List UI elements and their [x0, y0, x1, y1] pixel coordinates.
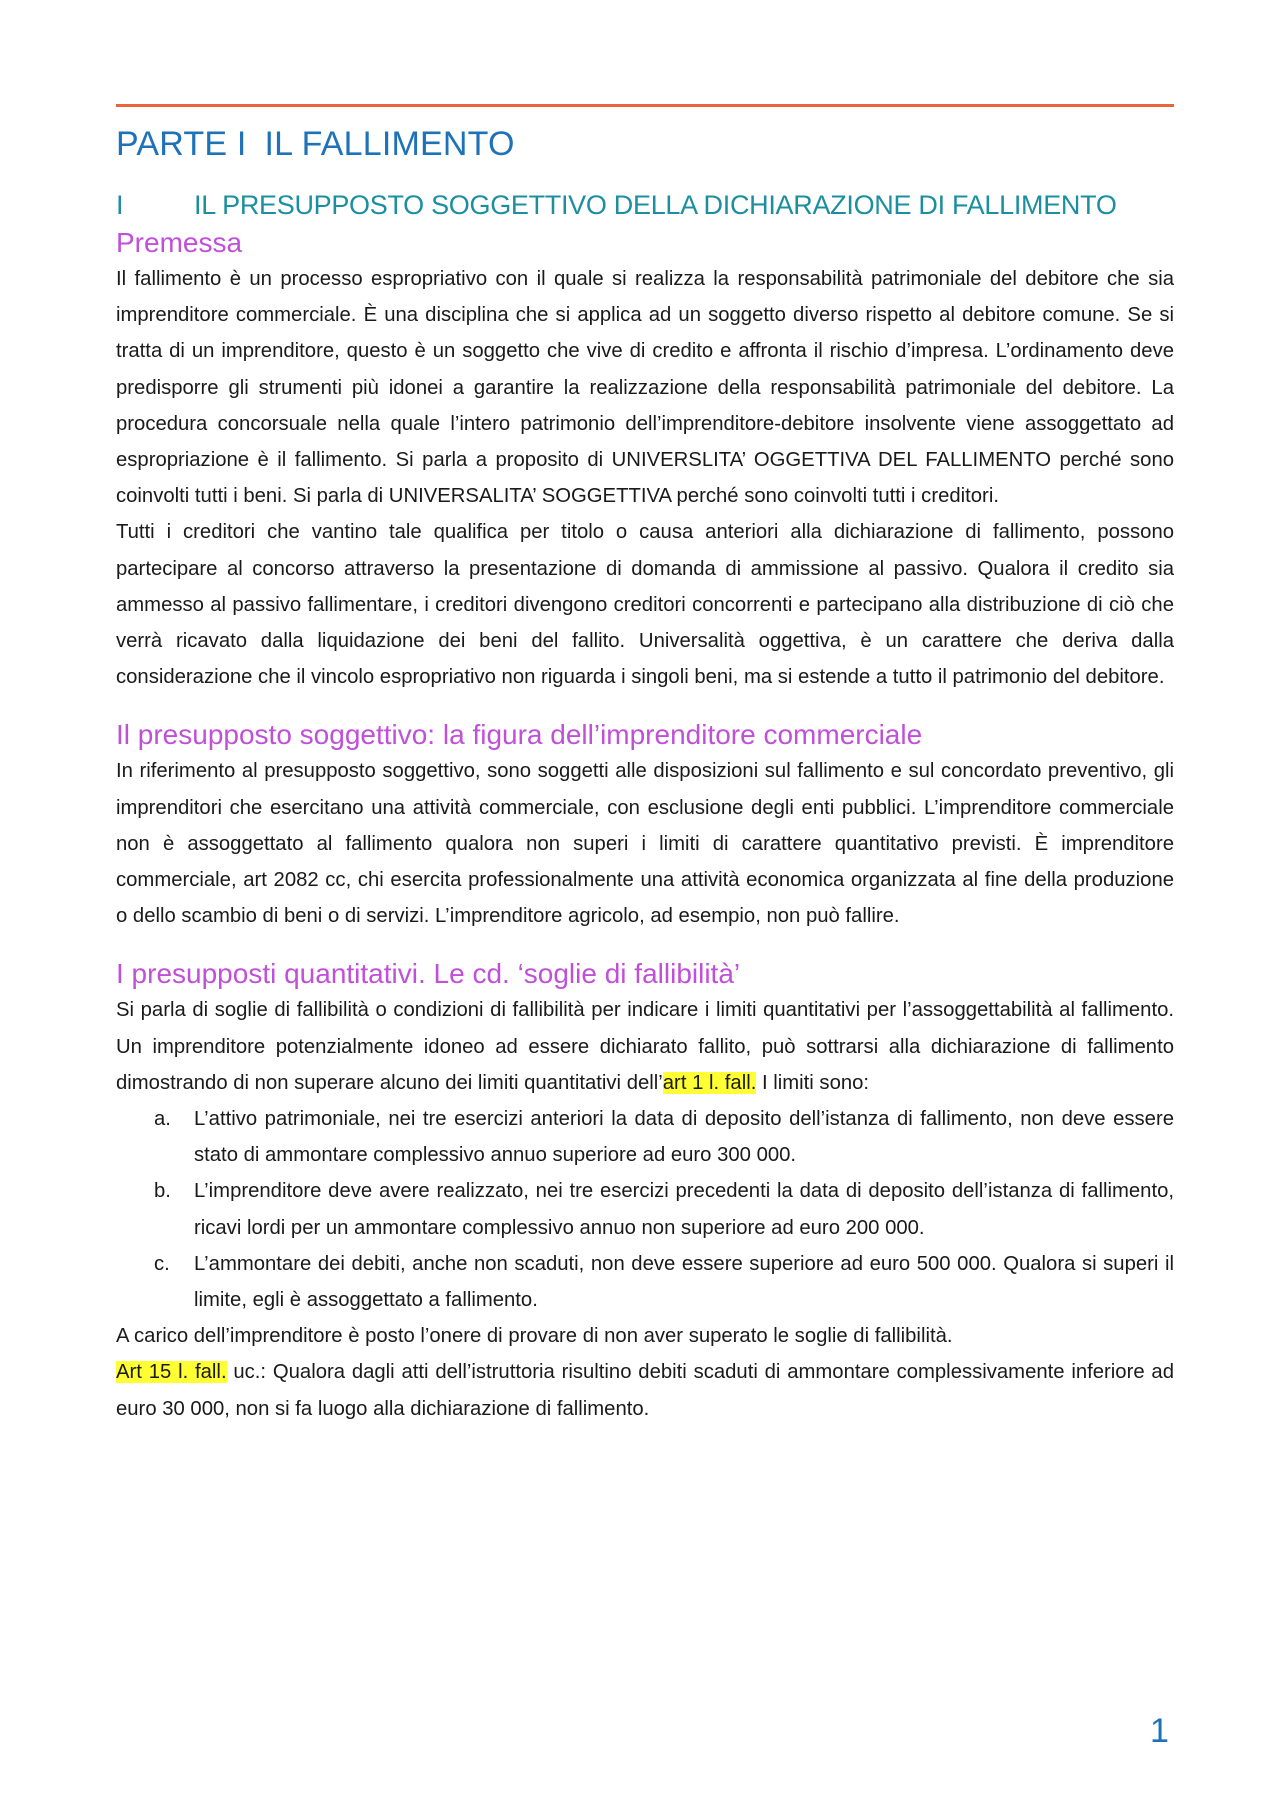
art-15-text: uc.: Qualora dagli atti dell’istruttoria risultino debiti scaduti di ammontare complessivamente inferiore ad euro 30 000, non si fa luogo alla dichiarazione di fallimento. [116, 1361, 1174, 1420]
paragraph-art-15 [116, 1354, 1174, 1426]
intro-tail: I limiti sono: [756, 1071, 870, 1094]
limits-list [116, 1101, 1174, 1318]
chapter-number: I [116, 190, 124, 220]
part-title [116, 125, 1174, 164]
list-marker: a. [154, 1108, 171, 1131]
part-name: IL FALLIMENTO [264, 125, 515, 163]
part-label: PARTE I [116, 125, 247, 163]
paragraph-closing: A carico dell’imprenditore è posto l’onere di provare di non aver superato le soglie di fallibilità. [116, 1325, 953, 1348]
paragraph: Tutti i creditori che vantino tale qualifica per titolo o causa anteriori alla dichiarazione di fallimento, possono partecipare al concorso attraverso la presentazione di domanda di ammissione al passivo. Qualora il credito sia ammesso al passivo fallimentare, i creditori divengono creditori concorrenti e partecipano alla distribuzione di ciò che verrà ricavato dalla liquidazione dei beni del fallito. Universalità oggettiva, è un carattere che deriva dalla considerazione che il vincolo espropriativo non riguarda i singoli beni, ma si estende a tutto il patrimonio del debitore. [116, 521, 1174, 689]
intro-text: Si parla di soglie di fallibilità o condizioni di fallibilità per indicare i limiti quantitativi per l’assoggettabilità al fallimento. Un imprenditore potenzialmente idoneo ad essere dichiarato fallito, può sottrarsi alla dichiarazione di fallimento dimostrando di non superare alcuno dei limiti quantitativi dell’ [116, 999, 1174, 1094]
paragraph: Il fallimento è un processo espropriativo con il quale si realizza la responsabilità patrimoniale del debitore che sia imprenditore commerciale. È una disciplina che si applica ad un soggetto diverso rispetto al debitore comune. Se si tratta di un imprenditore, questo è un soggetto che vive di credito e affronta il rischio d’impresa. L’ordinamento deve predisporre gli strumenti più idonei a garantire la realizzazione della responsabilità patrimoniale del debitore. La procedura concorsuale nella quale l’intero patrimonio dell’imprenditore-debitore insolvente viene assoggettato ad espropriazione è il fallimento. Si parla a proposito di UNIVERSLITA’ OGGETTIVA DEL FALLIMENTO perché sono coinvolti tutti i beni. Si parla di UNIVERSALITA’ SOGGETTIVA perché sono coinvolti tutti i creditori. [116, 268, 1174, 508]
list-item [116, 1173, 1174, 1245]
chapter-name: IL PRESUPPOSTO SOGGETTIVO DELLA DICHIARAZIONE DI FALLIMENTO [194, 190, 1117, 220]
paragraph-intro [116, 992, 1174, 1101]
paragraph: In riferimento al presupposto soggettivo, sono soggetti alle disposizioni sul fallimento e sul concordato preventivo, gli imprenditori che esercitano una attività commerciale, con esclusione degli enti pubblici. L’imprenditore commerciale non è assoggettato al fallimento qualora non superi i limiti di carattere quantitativo previsti. È imprenditore commerciale, art 2082 cc, chi esercita professionalmente una attività economica organizzata al fine della produzione o dello scambio di beni o di servizi. L’imprenditore agricolo, ad esempio, non può fallire. [116, 760, 1174, 928]
highlight-art-1: art 1 l. fall. [662, 1071, 757, 1094]
list-marker: b. [154, 1180, 171, 1203]
list-item [116, 1101, 1174, 1173]
section-title-premessa: Premessa [116, 227, 243, 258]
list-item-text: L’imprenditore deve avere realizzato, nei tre esercizi precedenti la data di deposito dell’istanza di fallimento, ricavi lordi per un ammontare complessivo annuo non superiore ad euro 200 000. [194, 1180, 1174, 1239]
top-rule [116, 104, 1174, 107]
highlight-art-15: Art 15 l. fall. [116, 1361, 227, 1384]
list-marker: c. [154, 1252, 170, 1275]
section-title-presupposti-quantitativi: I presupposti quantitativi. Le cd. ‘soglie di fallibilità’ [116, 958, 741, 990]
list-item-text: L’attivo patrimoniale, nei tre esercizi anteriori la data di deposito dell’istanza di fallimento, non deve essere stato di ammontare complessivo annuo superiore ad euro 300 000. [194, 1108, 1174, 1167]
section-title-presupposto-soggettivo: Il presupposto soggettivo: la figura dell’imprenditore commerciale [116, 719, 923, 751]
page-number: 1 [1150, 1712, 1169, 1750]
chapter-title [116, 190, 1174, 221]
list-item [116, 1246, 1174, 1318]
list-item-text: L’ammontare dei debiti, anche non scaduti, non deve essere superiore ad euro 500 000. Qualora si superi il limite, egli è assoggettato a fallimento. [194, 1252, 1174, 1312]
document-page [116, 104, 1174, 1427]
